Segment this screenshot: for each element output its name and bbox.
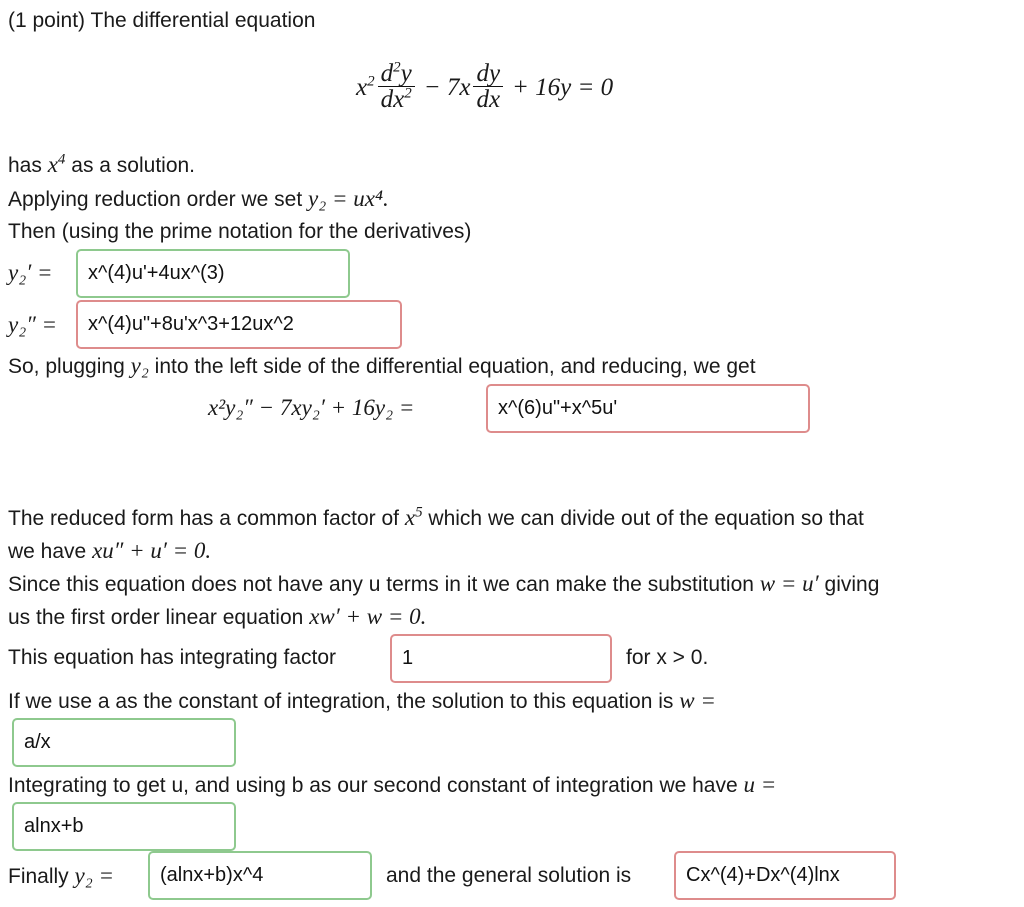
y2-solution-input[interactable]: (alnx+b)x^4 — [148, 851, 372, 900]
general-solution-label: and the general solution is — [386, 864, 632, 887]
integrating-factor-label: This equation has integrating factor — [8, 646, 337, 669]
since-line: Since this equation does not have any u terms in it we can make the substitution w = u′ giving — [8, 571, 880, 596]
finally-label: Finally y₂ = — [8, 863, 115, 888]
first-order-line: us the first order linear equation xw′ + w = 0. — [8, 604, 427, 629]
y2-double-prime-label: y₂″ = — [8, 312, 58, 337]
we-have-line: we have xu″ + u′ = 0. — [8, 538, 212, 563]
eq-tail: + 16y = 0 — [512, 73, 614, 101]
has-solution-line: has $x^4$ as a solution. — [8, 151, 196, 177]
lhs-expression-label: x²y₂″ − 7xy₂′ + 16y₂ = — [208, 395, 415, 420]
u-solution-input[interactable]: alnx+b — [12, 802, 236, 851]
reduced-form-line: The reduced form has a common factor of $x^5$ which we can divide out of the equation so that — [8, 504, 864, 530]
y2-double-prime-input[interactable]: x^(4)u"+8u'x^3+12ux^2 — [76, 300, 402, 349]
eq-minus-7x: − 7x — [423, 73, 471, 101]
w-solution-input[interactable]: a/x — [12, 718, 236, 767]
general-solution-input[interactable]: Cx^(4)+Dx^(4)lnx — [674, 851, 896, 900]
y2-prime-input[interactable]: x^(4)u'+4ux^(3) — [76, 249, 350, 298]
then-line: Then (using the prime notation for the derivatives) — [8, 220, 472, 243]
reduced-form-input[interactable]: x^(6)u"+x^5u' — [486, 384, 810, 433]
constant-a-line: If we use a as the constant of integration, the solution to this equation is w = — [8, 688, 716, 713]
eq-x-term: $x^2$ — [356, 73, 375, 101]
integrating-factor-condition: for x > 0. — [626, 646, 709, 669]
eq-second-derivative-fraction: $\frac{d^2y}{dx^2}$ — [378, 62, 415, 113]
applying-line: Applying reduction order we set y₂ = ux⁴. — [8, 186, 389, 211]
integrating-u-line: Integrating to get u, and using b as our second constant of integration we have u = — [8, 772, 777, 797]
problem-header: (1 point) The differential equation — [8, 9, 316, 32]
differential-equation — [356, 59, 614, 113]
integrating-factor-input[interactable]: 1 — [390, 634, 612, 683]
y2-prime-label: y₂′ = — [8, 260, 53, 285]
eq-first-derivative-fraction: $\frac{dy}{dx}$ — [473, 62, 503, 113]
plugging-line: So, plugging y₂ into the left side of the differential equation, and reducing, we get — [8, 353, 756, 378]
